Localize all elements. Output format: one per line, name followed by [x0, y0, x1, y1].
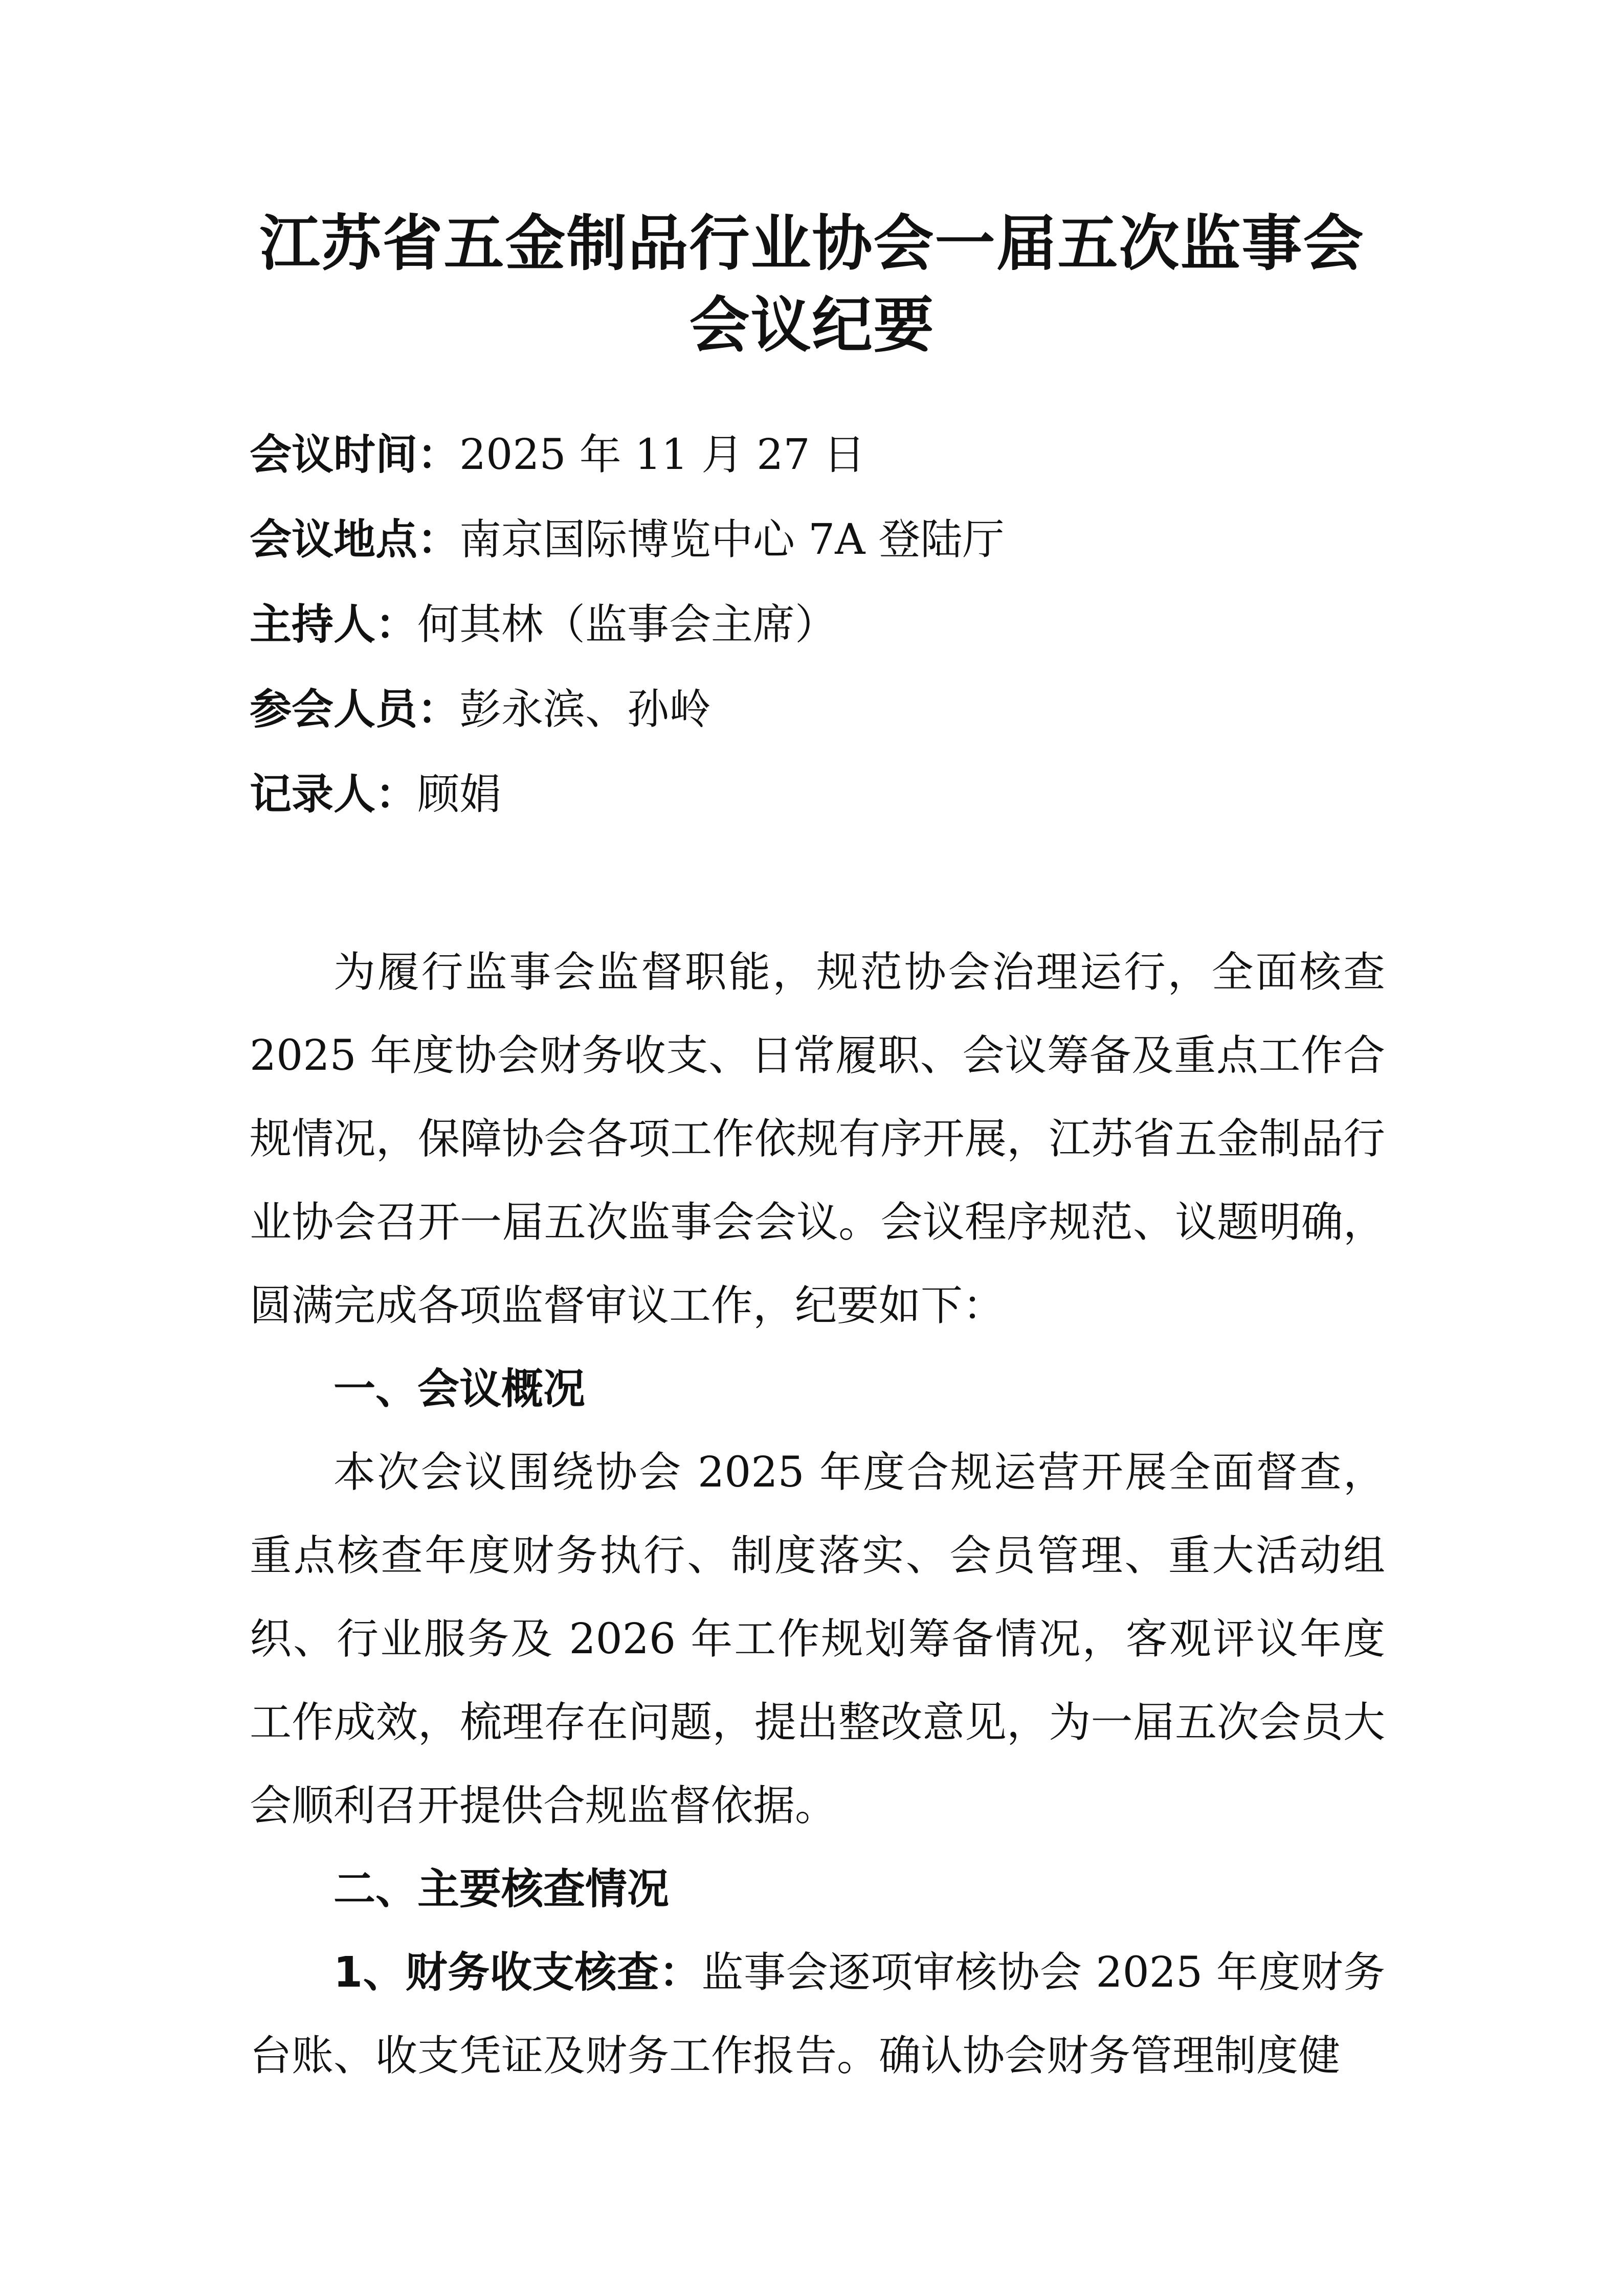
meeting-time-value: 2025 年 11 月 27 日	[459, 431, 865, 479]
document-title-line-2: 会议纪要	[689, 290, 935, 361]
meeting-host-row	[250, 594, 837, 656]
item-1-text: 监事会逐项审核协会 2025 年度财务台账、收支凭证及财务工作报告。确认协会财务管理制度健	[250, 1948, 1385, 2080]
meeting-host-label: 主持人：	[250, 600, 418, 649]
meeting-time-label: 会议时间：	[250, 431, 460, 479]
meeting-attendees-value: 彭永滨、孙岭	[459, 685, 711, 734]
meeting-recorder-value: 顾娟	[417, 770, 502, 819]
meeting-attendees-label: 参会人员：	[250, 685, 460, 734]
item-1-label: 1、财务收支核查：	[333, 1948, 702, 1997]
intro-paragraph: 为履行监事会监督职能，规范协会治理运行，全面核查 2025 年度协会财务收支、日常履职、会议筹备及重点工作合规情况，保障协会各项工作依规有序开展，江苏省五金制品行业协会召开一届五次监事会会议。会议程序规范、议题明确，圆满完成各项监督审议工作，纪要如下：	[250, 948, 1385, 1330]
meeting-place-row	[250, 509, 1005, 571]
meeting-attendees-row	[250, 679, 711, 740]
section-1-heading: 一、会议概况	[333, 1365, 586, 1413]
meeting-host-value: 何其林（监事会主席）	[417, 600, 837, 649]
section-2-heading: 二、主要核查情况	[333, 1865, 670, 1914]
document-title-line-1: 江苏省五金制品行业协会一届五次监事会	[259, 208, 1365, 279]
section-1-paragraph: 本次会议围绕协会 2025 年度合规运营开展全面督查，重点核查年度财务执行、制度落实、会员管理、重大活动组织、行业服务及 2026 年工作规划筹备情况，客观评议年度工作成效，梳理存在问题，提出整改意见，为一届五次会员大会顺利召开提供合规监督依据。	[250, 1448, 1385, 1830]
meeting-place-value: 南京国际博览中心 7A 登陆厅	[459, 515, 1005, 564]
document-body	[250, 931, 1385, 2098]
meeting-recorder-row	[250, 764, 501, 825]
meeting-recorder-label: 记录人：	[250, 770, 418, 819]
meeting-place-label: 会议地点：	[250, 515, 460, 564]
section-2-item-1	[250, 1931, 1385, 2098]
meeting-time-row	[250, 424, 865, 486]
